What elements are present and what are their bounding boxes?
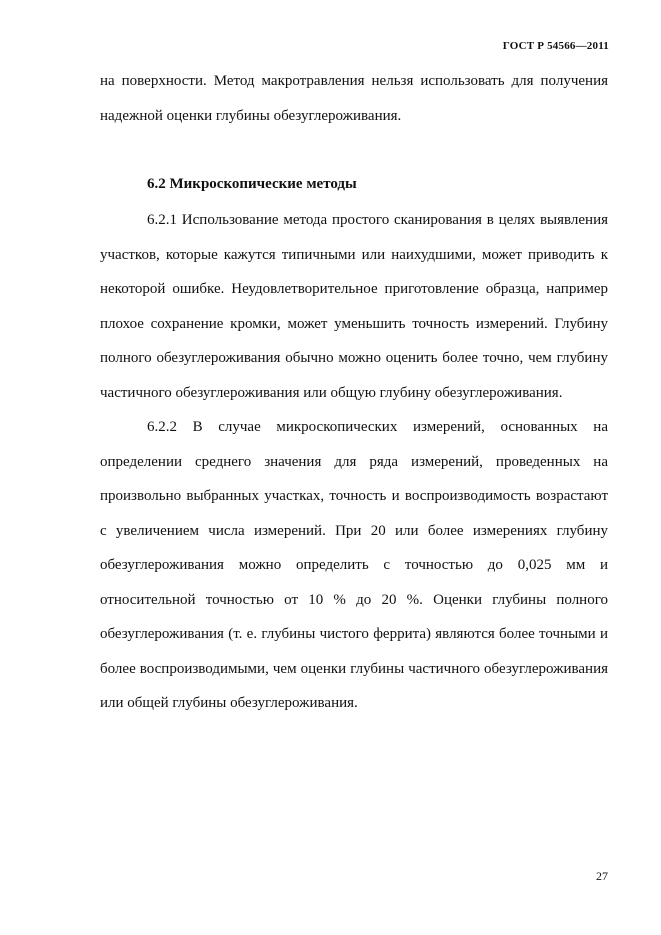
page-number: 27 bbox=[596, 869, 608, 883]
intro-block bbox=[100, 64, 608, 133]
document-header-standard: ГОСТ Р 54566—2011 bbox=[502, 40, 609, 52]
intro-continuation-paragraph: на поверхности. Метод макротравления нельзя использовать для получения надежной оценки глубины обезуглероживания. bbox=[100, 73, 608, 124]
section-body bbox=[100, 203, 608, 721]
paragraph-6-2-2: 6.2.2 В случае микроскопических измерений, основанных на определении среднего значения для ряда измерений, проведенных на произвольно выбранных участках, точность и воспроизводимость возрастают с увеличением числа измерений. При 20 или более измерениях глубину обезуглероживания можно определить с точностью до 0,025 мм и относительной точностью от 10 % до 20 %. Оценки глубины полного обезуглероживания (т. е. глубины чистого феррита) являются более точными и более воспроизводимыми, чем оценки глубины частичного обезуглероживания или общей глубины обезуглероживания. bbox=[100, 419, 608, 711]
paragraph-6-2-1: 6.2.1 Использование метода простого сканирования в целях выявления участков, которые кажутся типичными или наихудшими, может приводить к некоторой ошибке. Неудовлетворительное приготовление образца, например плохое сохранение кромки, может уменьшить точность измерений. Глубину полного обезуглероживания обычно можно оценить более точно, чем глубину частичного обезуглероживания или общую глубину обезуглероживания. bbox=[100, 212, 608, 401]
section-heading: 6.2 Микроскопические методы bbox=[147, 176, 357, 192]
